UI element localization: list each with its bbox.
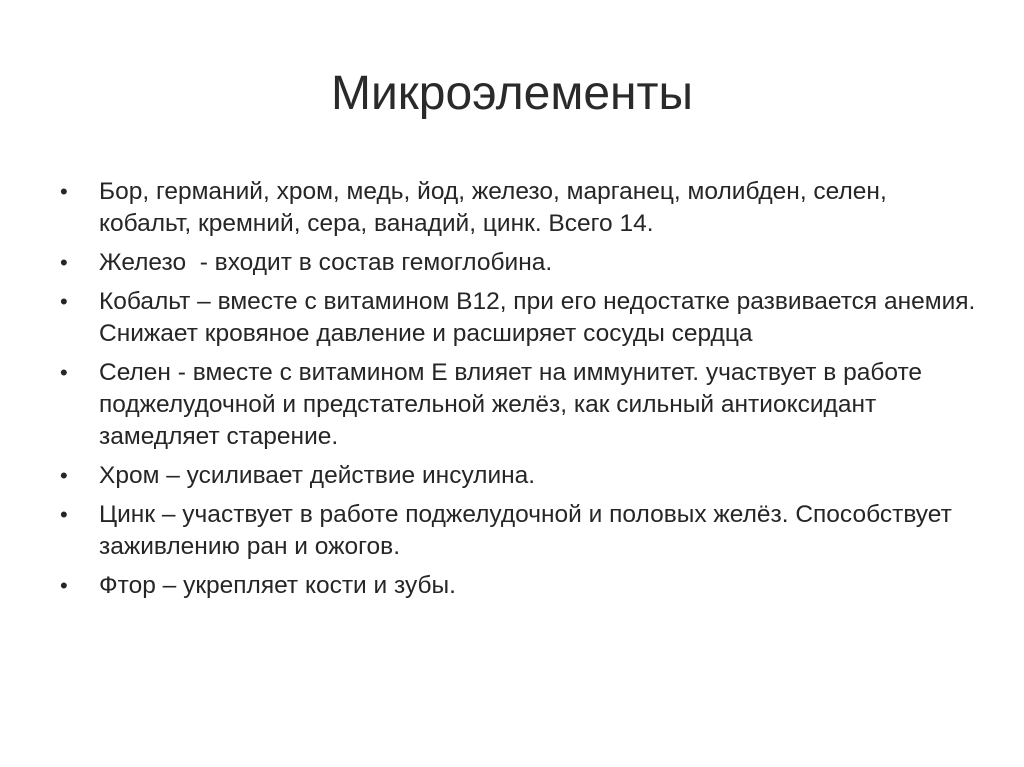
bullet-list [60,176,980,609]
bullet-text: Хром – усиливает действие инсулина. [99,462,536,489]
slide-title: Микроэлементы [330,67,693,120]
bullet-item-trace-elements-list [60,176,980,240]
bullet-text: Фтор – укрепляет кости и зубы. [99,572,456,599]
bullet-item-selenium [60,357,980,453]
bullet-text: Цинк – участвует в работе поджелудочной и половых желёз. Способствует заживлению ран и ожогов. [99,501,952,560]
bullet-text: Железо - входит в состав гемоглобина. [99,249,553,276]
bullet-icon: • [60,250,68,275]
bullet-text: Селен - вместе с витамином Е влияет на иммунитет. участвует в работе поджелудочной и предстательной желёз, как сильный антиоксидант замедляет старение. [99,359,923,450]
bullet-text: Кобальт – вместе с витамином В12, при его недостатке развивается анемия. Снижает кровяное давление и расширяет сосуды сердца [99,288,976,347]
bullet-item-fluorine [60,570,980,602]
bullet-icon: • [60,502,68,527]
bullet-icon: • [60,289,68,314]
bullet-item-cobalt [60,286,980,350]
bullet-item-zinc [60,499,980,563]
bullet-item-chromium [60,460,980,492]
bullet-icon: • [60,179,68,204]
bullet-text: Бор, германий, хром, медь, йод, железо, марганец, молибден, селен, кобальт, кремний, сера, ванадий, цинк. Всего 14. [99,178,887,237]
bullet-item-iron [60,247,980,279]
bullet-icon: • [60,463,68,488]
bullet-icon: • [60,360,68,385]
bullet-icon: • [60,573,68,598]
